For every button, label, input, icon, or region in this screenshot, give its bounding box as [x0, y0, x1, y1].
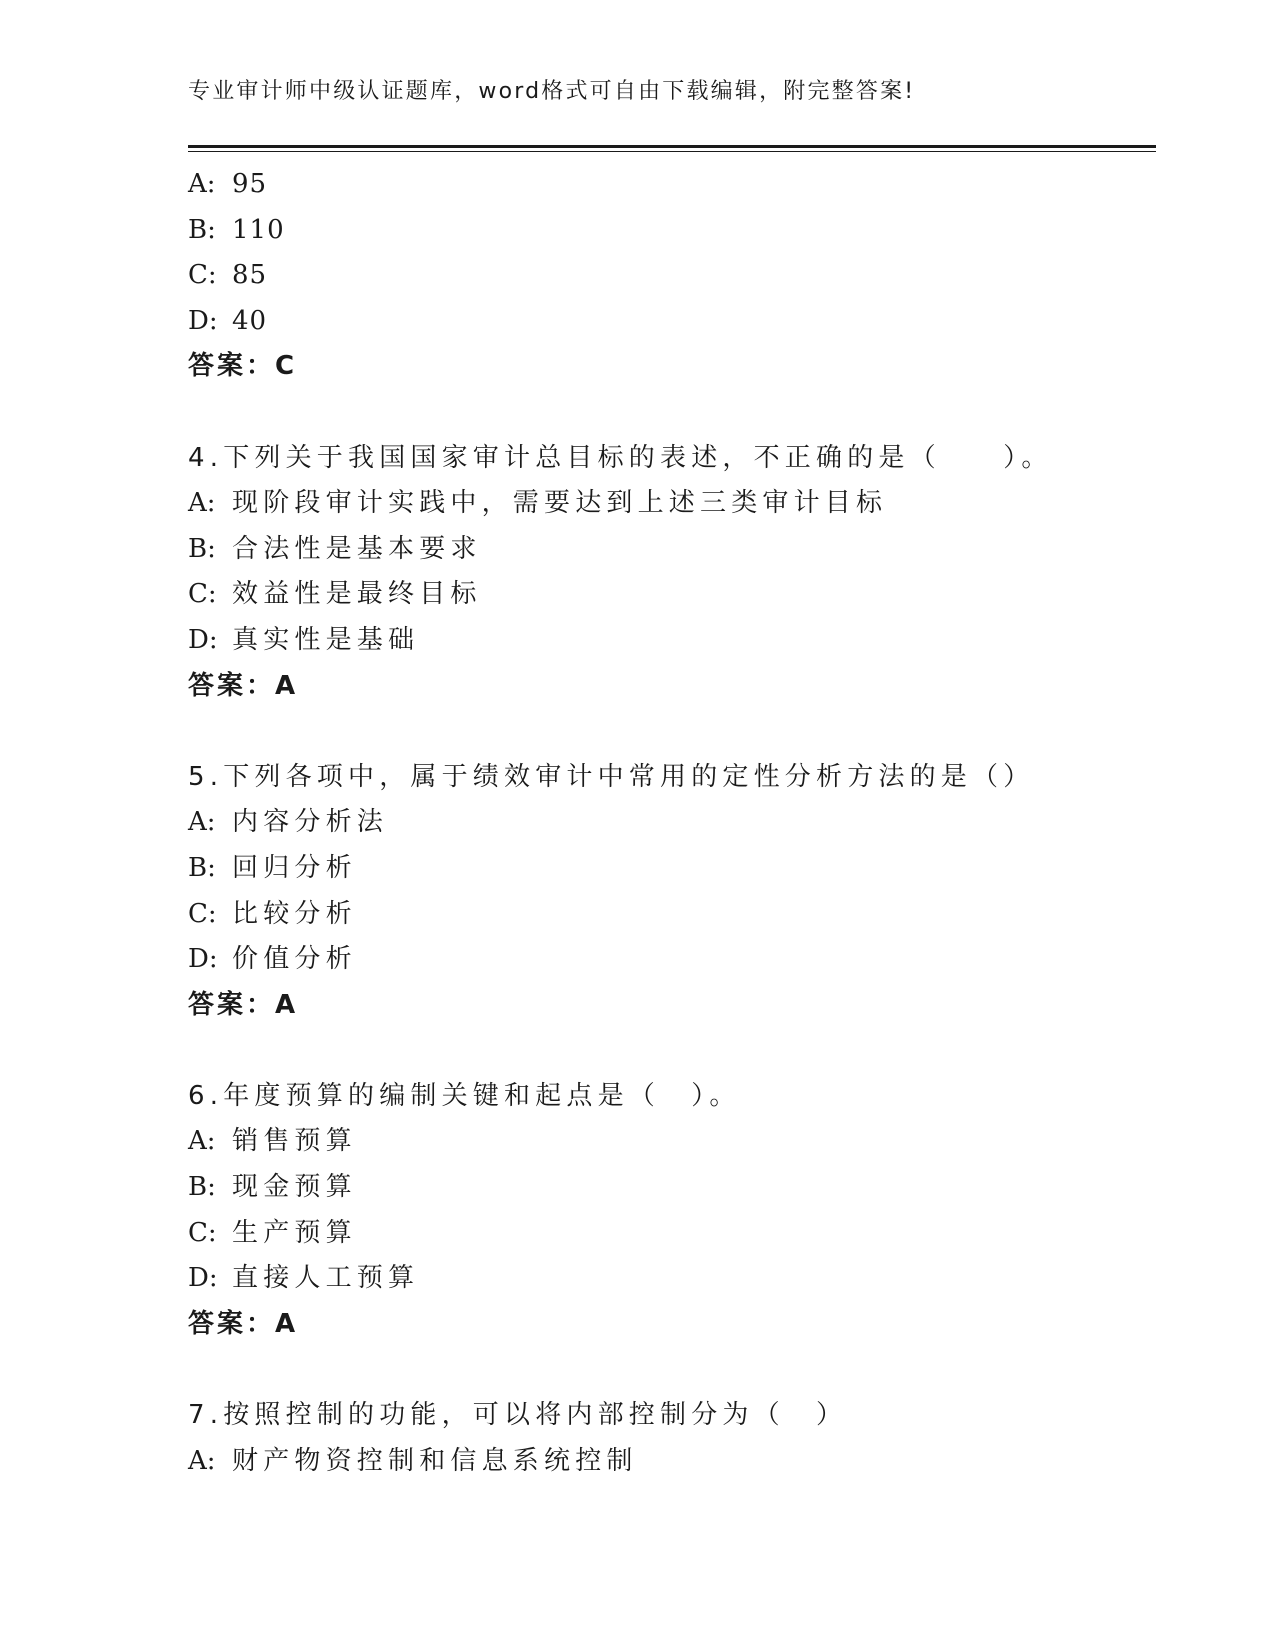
- question-stem: 7.按照控制的功能，可以将内部控制分为（ ）: [188, 1400, 848, 1431]
- header-divider-thick: [188, 145, 1156, 148]
- question-6: [188, 1074, 1156, 1348]
- option-d: D: 40: [188, 305, 268, 336]
- option-c: C: 效益性是最终目标: [188, 579, 482, 610]
- option-a: A: 财产物资控制和信息系统控制: [188, 1445, 638, 1476]
- option-a: A: 销售预算: [188, 1126, 357, 1157]
- option-d: D: 直接人工预算: [188, 1263, 420, 1294]
- option-b: B: 合法性是基本要求: [188, 533, 482, 564]
- option-b: B: 现金预算: [188, 1172, 357, 1203]
- page-header: 专业审计师中级认证题库，word格式可自由下载编辑，附完整答案!: [188, 79, 916, 104]
- option-c: C: 85: [188, 260, 268, 291]
- answer-line: 答案：A: [188, 1308, 299, 1339]
- option-d: D: 价值分析: [188, 944, 357, 975]
- question-stem: 6.年度预算的编制关键和起点是（ ）。: [188, 1080, 741, 1111]
- option-c: C: 比较分析: [188, 898, 357, 929]
- answer-line: 答案：C: [188, 351, 298, 382]
- question-body: [188, 162, 1156, 1484]
- answer-line: 答案：A: [188, 670, 299, 701]
- option-c: C: 生产预算: [188, 1217, 357, 1248]
- option-a: A: 95: [188, 169, 268, 199]
- option-a: A: 内容分析法: [188, 807, 389, 838]
- option-a: A: 现阶段审计实践中，需要达到上述三类审计目标: [188, 488, 888, 519]
- question-stem: 5.下列各项中，属于绩效审计中常用的定性分析方法的是（）: [188, 761, 1035, 792]
- question-4: [188, 436, 1156, 710]
- option-d: D: 真实性是基础: [188, 624, 420, 655]
- question-stem: 4.下列关于我国国家审计总目标的表述，不正确的是（ ）。: [188, 442, 1053, 473]
- option-b: B: 回归分析: [188, 852, 357, 883]
- question-5: [188, 755, 1156, 1029]
- header-divider-thin: [188, 151, 1156, 152]
- answer-line: 答案：A: [188, 989, 299, 1020]
- question-3-continued: [188, 162, 1156, 390]
- option-b: B: 110: [188, 214, 285, 245]
- question-7: [188, 1393, 1156, 1484]
